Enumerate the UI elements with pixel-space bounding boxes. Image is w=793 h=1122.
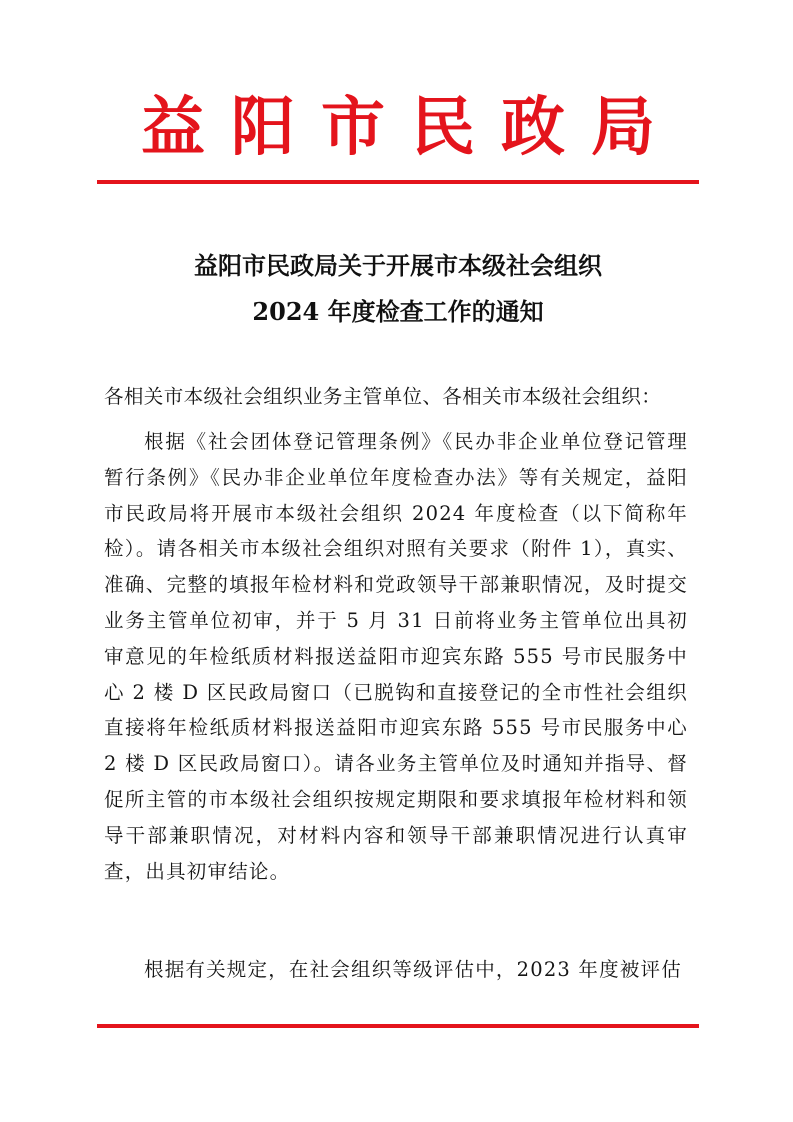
body-paragraph-2: 根据有关规定，在社会组织等级评估中，2023 年度被评估	[144, 958, 682, 981]
body-paragraph-1: 根据《社会团体登记管理条例》《民办非企业单位登记管理暂行条例》《民办非企业单位年度检查办法》等有关规定，益阳市民政局将开展市本级社会组织 2024 年度检查（以下简称年检）。请各相关市本级社会组织对照有关要求（附件 1），真实、准确、完整的填报年检材料和党政领导干部兼职情况，及时提交业务主管单位初审，并于 5 月 31 日前将业务主管单位出具初审意见的年检纸质材料报送益阳市迎宾东路 555 号市民服务中心 2 楼 D 区民政局窗口（已脱钩和直接登记的全市性社会组织直接将年检纸质材料报送益阳市迎宾东路 555 号市民服务中心 2 楼 D 区民政局窗口）。请各业务主管单位及时通知并指导、督促所主管的市本级社会组织按规定期限和要求填报年检材料和领导干部兼职情况，对材料内容和领导干部兼职情况进行认真审查，出具初审结论。	[104, 430, 688, 883]
document-title-line2: 2024 年度检查工作的通知	[252, 297, 544, 326]
org-letterhead: 益阳市民政局	[141, 90, 681, 165]
salutation: 各相关市本级社会组织业务主管单位、各相关市本级社会组织：	[104, 385, 662, 408]
footer-divider	[97, 1024, 699, 1028]
letterhead-divider-top	[97, 180, 699, 184]
document-title-line1: 益阳市民政局关于开展市本级社会组织	[194, 251, 602, 280]
